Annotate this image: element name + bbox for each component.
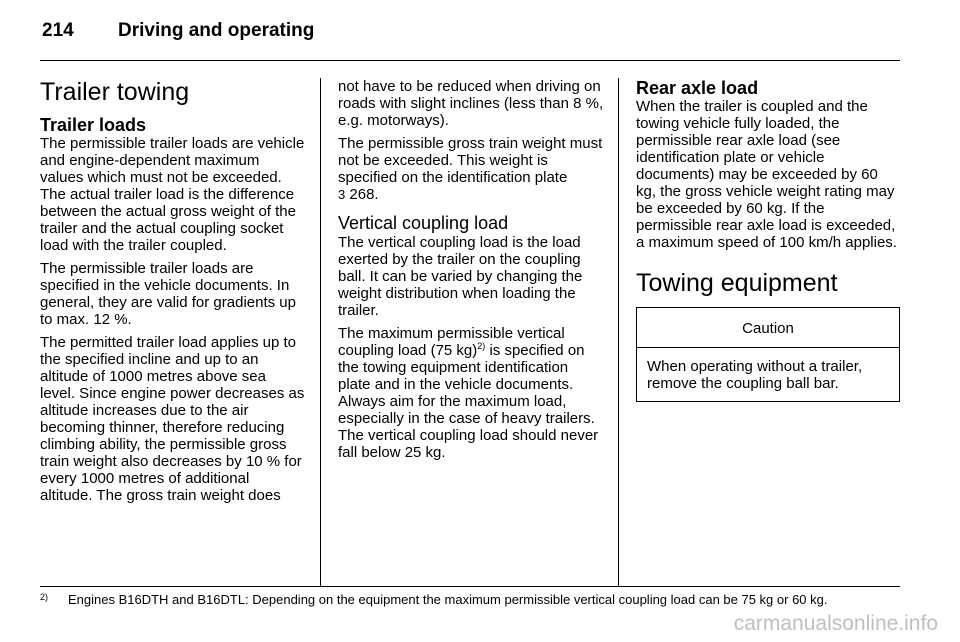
paragraph: The permissible gross train weight must not be exceeded. This weight is specified on the identification plate 3 268. xyxy=(338,135,603,203)
footnote-reference[interactable]: 2) xyxy=(477,341,486,351)
page-reference[interactable]: 268. xyxy=(349,186,379,203)
column-right xyxy=(636,78,900,402)
paragraph: The vertical coupling load is the load exerted by the trailer on the coupling ball. It can be varied by changing the weight distribution when loading the trailer. xyxy=(338,234,583,319)
column-middle xyxy=(338,78,604,467)
column-divider xyxy=(320,78,321,586)
column-left xyxy=(40,70,305,510)
page-title: Trailer towing xyxy=(40,78,190,106)
paragraph: The permissible trailer loads are vehicle and engine-dependent maximum values which must not be exceeded. The actual trailer load is the difference between the actual gross weight of the trailer and the actual coupling socket load with the trailer coupled. xyxy=(40,135,305,254)
footnote-rule xyxy=(40,586,900,587)
page-reference-icon: 3 xyxy=(338,187,346,202)
caution-title: Caution xyxy=(637,308,899,348)
paragraph: The maximum permissible vertical coupling load (75 kg)$^{2)}$ is specified on the towing equipment identification plate and in the vehicle documents. Always aim for the maximum load, especially in the case of heavy trailers. The vertical coupling load should never fall below 25 kg. xyxy=(338,325,599,461)
paragraph: The permitted trailer load applies up to the specified incline and up to an altitude of 1000 metres above sea level. Since engine power decreases as altitude increases due to the air becoming thinner, therefore reducing climbing ability, the permissible gross train weight also decreases by 10 % for every 1000 metres of additional altitude. The gross train weight does xyxy=(40,334,305,504)
column-divider xyxy=(618,78,619,586)
caution-text: When operating without a trailer, remove the coupling ball bar. xyxy=(647,358,863,392)
subheading-vertical-coupling-load: Vertical coupling load xyxy=(338,213,509,233)
watermark: carmanualsonline.info xyxy=(733,612,938,635)
header-rule xyxy=(40,60,900,61)
paragraph: The permissible trailer loads are specified in the vehicle documents. In general, they are valid for gradients up to max. 12 %. xyxy=(40,260,296,328)
caution-box xyxy=(636,307,900,402)
footnote xyxy=(40,592,920,607)
footnote-mark: 2) xyxy=(40,592,49,602)
page-header xyxy=(42,20,314,42)
paragraph: not have to be reduced when driving on roads with slight inclines (less than 8 %, e.g. motorways). xyxy=(338,78,604,129)
subheading-rear-axle-load: Rear axle load xyxy=(636,78,759,98)
page-number: 214 xyxy=(42,20,74,41)
paragraph: When the trailer is coupled and the towing vehicle fully loaded, the permissible rear axle load (see identification plate or vehicle documents) may be exceeded by 60 kg, the gross vehicle weight rating may be exceeded by 60 kg. If the permissible rear axle load is exceeded, a maximum speed of 100 km/h applies. xyxy=(636,98,897,251)
footnote-text: Engines B16DTH and B16DTL: Depending on the equipment the maximum permissible vertical coupling load can be 75 kg or 60 kg. xyxy=(68,592,828,607)
heading-towing-equipment: Towing equipment xyxy=(636,269,838,297)
subheading-trailer-loads: Trailer loads xyxy=(40,115,147,135)
section-title: Driving and operating xyxy=(118,20,315,41)
